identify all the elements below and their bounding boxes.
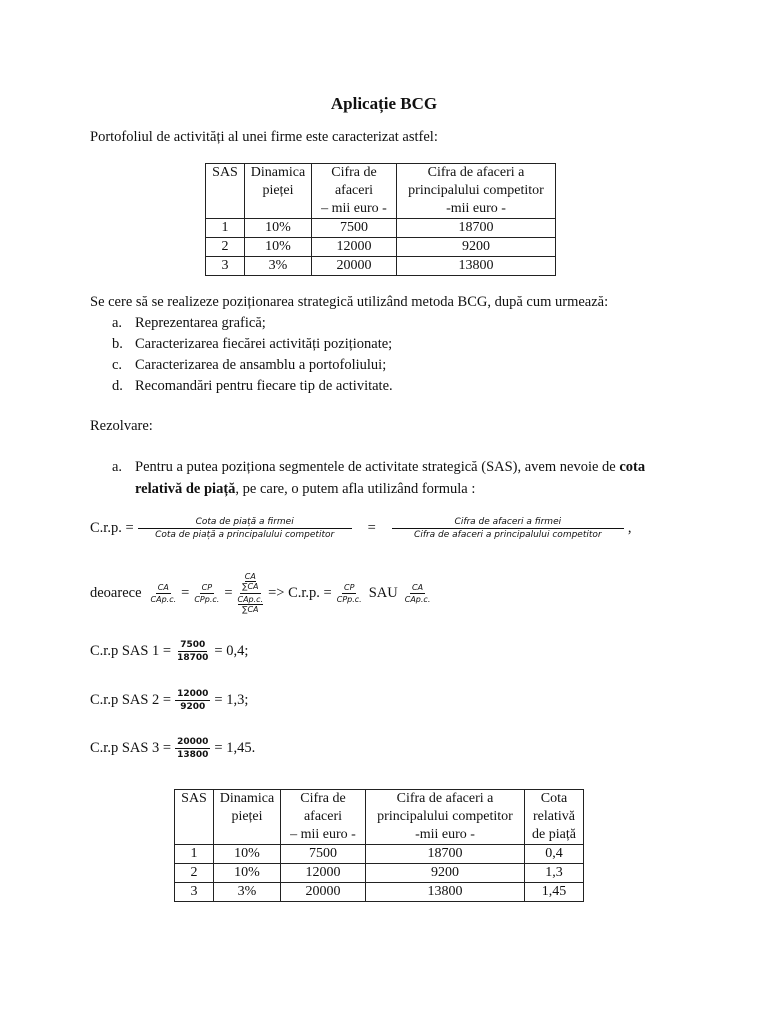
- list-item: [112, 357, 386, 374]
- list-item: [112, 378, 393, 395]
- fraction-denominator: CAp.c.: [404, 595, 431, 604]
- bold-term: cota: [619, 459, 646, 475]
- calc-sas-1: [90, 640, 248, 663]
- equals-sign: =: [181, 585, 190, 601]
- fraction-ca-final: [403, 583, 433, 604]
- table-1: [205, 163, 556, 276]
- table-cell: 3%: [245, 257, 312, 276]
- table-2-header-row: [175, 790, 584, 845]
- sub-numerator: CAp.c.: [237, 595, 264, 604]
- list-item: [112, 315, 266, 332]
- table-cell: 18700: [366, 845, 525, 864]
- table-row: [175, 883, 584, 902]
- fraction-numerator: CP: [201, 583, 213, 592]
- table-cell: 12000: [281, 864, 366, 883]
- formula-deoarece: [90, 572, 432, 615]
- table-1-header-cell: Cifra de afaceri – mii euro -: [312, 164, 397, 219]
- table-2-header-cell: Cota relativă de piață: [525, 790, 584, 845]
- fraction-numerator: [240, 572, 260, 594]
- table-cell: 10%: [245, 219, 312, 238]
- rezolvare-heading: Rezolvare:: [90, 418, 153, 434]
- formula-lhs: C.r.p. =: [90, 520, 134, 536]
- solution-a-line-1: [112, 459, 645, 476]
- page-title: Aplicație BCG: [330, 94, 438, 113]
- calc-result: = 0,4;: [214, 643, 249, 659]
- table-cell: 10%: [245, 238, 312, 257]
- table-cell: 1: [175, 845, 214, 864]
- fraction-denominator: CAp.c.: [150, 595, 177, 604]
- table-row: [206, 238, 556, 257]
- sau-word: SAU: [368, 585, 398, 601]
- calc-result: = 1,3;: [214, 692, 249, 708]
- table-1-header-cell: Dinamica pieței: [245, 164, 312, 219]
- table-row: [175, 864, 584, 883]
- calc-label: C.r.p SAS 2 =: [90, 692, 172, 708]
- fraction-denominator: Cota de piață a principalului competitor: [155, 530, 335, 540]
- table-cell: 1,3: [525, 864, 584, 883]
- table-2-header-cell: Cifra de afaceri a principalului competitor -mii euro -: [366, 790, 525, 845]
- table-cell: 9200: [397, 238, 556, 257]
- table-row: [206, 219, 556, 238]
- table-cell: 1: [206, 219, 245, 238]
- table-2: [174, 789, 584, 902]
- fraction-numerator: 20000: [177, 737, 209, 747]
- table-cell: 10%: [214, 845, 281, 864]
- calc-result: = 1,45.: [214, 740, 256, 756]
- fraction-denominator: 18700: [177, 653, 209, 663]
- list-item: [112, 336, 392, 353]
- list-marker: b.: [112, 336, 123, 352]
- equals-sign: =: [367, 520, 376, 536]
- formula-crp: [90, 517, 631, 540]
- list-item-text: Caracterizarea de ansamblu a portofoliului;: [135, 357, 387, 373]
- fraction-numerator: 7500: [180, 640, 206, 650]
- sub-denominator: ∑CA: [242, 605, 259, 614]
- calc-label: C.r.p SAS 3 =: [90, 740, 172, 756]
- calc-sas-2: [90, 689, 248, 712]
- fraction-numerator: 12000: [177, 689, 209, 699]
- table-cell: 2: [206, 238, 245, 257]
- fraction-denominator: Cifra de afaceri a principalului competitor: [414, 530, 602, 540]
- formula-lead-word: deoarece: [90, 585, 142, 601]
- table-2-header-cell: SAS: [175, 790, 214, 845]
- table-cell: 18700: [397, 219, 556, 238]
- list-marker: a.: [112, 315, 123, 331]
- calc-fraction: [175, 689, 210, 712]
- fraction-denominator: 9200: [180, 702, 206, 712]
- list-item-text: Caracterizarea fiecărei activități poziționate;: [135, 336, 393, 352]
- table-2-header-cell: Dinamica pieței: [214, 790, 281, 845]
- table-cell: 7500: [312, 219, 397, 238]
- list-marker: c.: [112, 357, 123, 373]
- fraction-numerator: CA: [157, 583, 169, 592]
- fraction-numerator: Cifra de afaceri a firmei: [392, 517, 624, 529]
- equals-sign: =: [224, 585, 233, 601]
- table-cell: 20000: [281, 883, 366, 902]
- fraction-market-share: [138, 517, 352, 540]
- fraction-denominator: [236, 594, 266, 615]
- solution-a-line-2: [135, 481, 475, 498]
- table-2-header-cell: Cifra de afaceri – mii euro -: [281, 790, 366, 845]
- table-1-header-row: [206, 164, 556, 219]
- table-cell: 3: [175, 883, 214, 902]
- table-cell: 0,4: [525, 845, 584, 864]
- calc-sas-3: [90, 737, 255, 760]
- sub-numerator: CA: [244, 572, 256, 581]
- table-cell: 2: [175, 864, 214, 883]
- fraction-numerator: Cota de piață a firmei: [138, 517, 352, 529]
- solution-text: , pe care, o putem afla utilizând formula :: [235, 481, 476, 497]
- bold-term: relativă de piață: [135, 481, 236, 497]
- table-row: [206, 257, 556, 276]
- table-cell: 12000: [312, 238, 397, 257]
- table-row: [175, 845, 584, 864]
- calc-fraction: [175, 737, 210, 760]
- table-cell: 3%: [214, 883, 281, 902]
- solution-text: Pentru a putea poziționa segmentele de activitate strategică (SAS), avem nevoie de: [135, 459, 620, 475]
- table-cell: 20000: [312, 257, 397, 276]
- fraction-ca: [149, 583, 179, 604]
- task-intro: Se cere să se realizeze poziționarea strategică utilizând metoda BCG, după cum urmează:: [90, 294, 609, 310]
- table-cell: 13800: [366, 883, 525, 902]
- calc-label: C.r.p SAS 1 =: [90, 643, 172, 659]
- table-cell: 13800: [397, 257, 556, 276]
- sub-denominator: ∑CA: [242, 582, 259, 591]
- calc-fraction: [175, 640, 210, 663]
- intro-text: Portofoliul de activități al unei firme este caracterizat astfel:: [90, 129, 438, 145]
- fraction-cp: [192, 583, 221, 604]
- formula-comma: ,: [627, 520, 632, 536]
- fraction-cp-final: [335, 583, 364, 604]
- list-item-text: Reprezentarea grafică;: [135, 315, 266, 331]
- fraction-turnover: [392, 517, 624, 540]
- table-cell: 10%: [214, 864, 281, 883]
- list-item-text: Recomandări pentru fiecare tip de activitate.: [135, 378, 393, 394]
- fraction-denominator: 13800: [177, 750, 209, 760]
- fraction-compound: [236, 572, 266, 615]
- table-1-header-cell: Cifra de afaceri a principalului competitor -mii euro -: [397, 164, 556, 219]
- table-cell: 7500: [281, 845, 366, 864]
- fraction-denominator: CPp.c.: [194, 595, 220, 604]
- table-1-header-cell: SAS: [206, 164, 245, 219]
- table-cell: 1,45: [525, 883, 584, 902]
- fraction-numerator: CP: [344, 583, 355, 592]
- list-marker: a.: [112, 459, 123, 475]
- table-cell: 9200: [366, 864, 525, 883]
- fraction-numerator: CA: [412, 583, 424, 592]
- implies-crp: => C.r.p. =: [268, 585, 332, 601]
- fraction-denominator: CPp.c.: [336, 595, 362, 604]
- list-marker: d.: [112, 378, 123, 394]
- table-cell: 3: [206, 257, 245, 276]
